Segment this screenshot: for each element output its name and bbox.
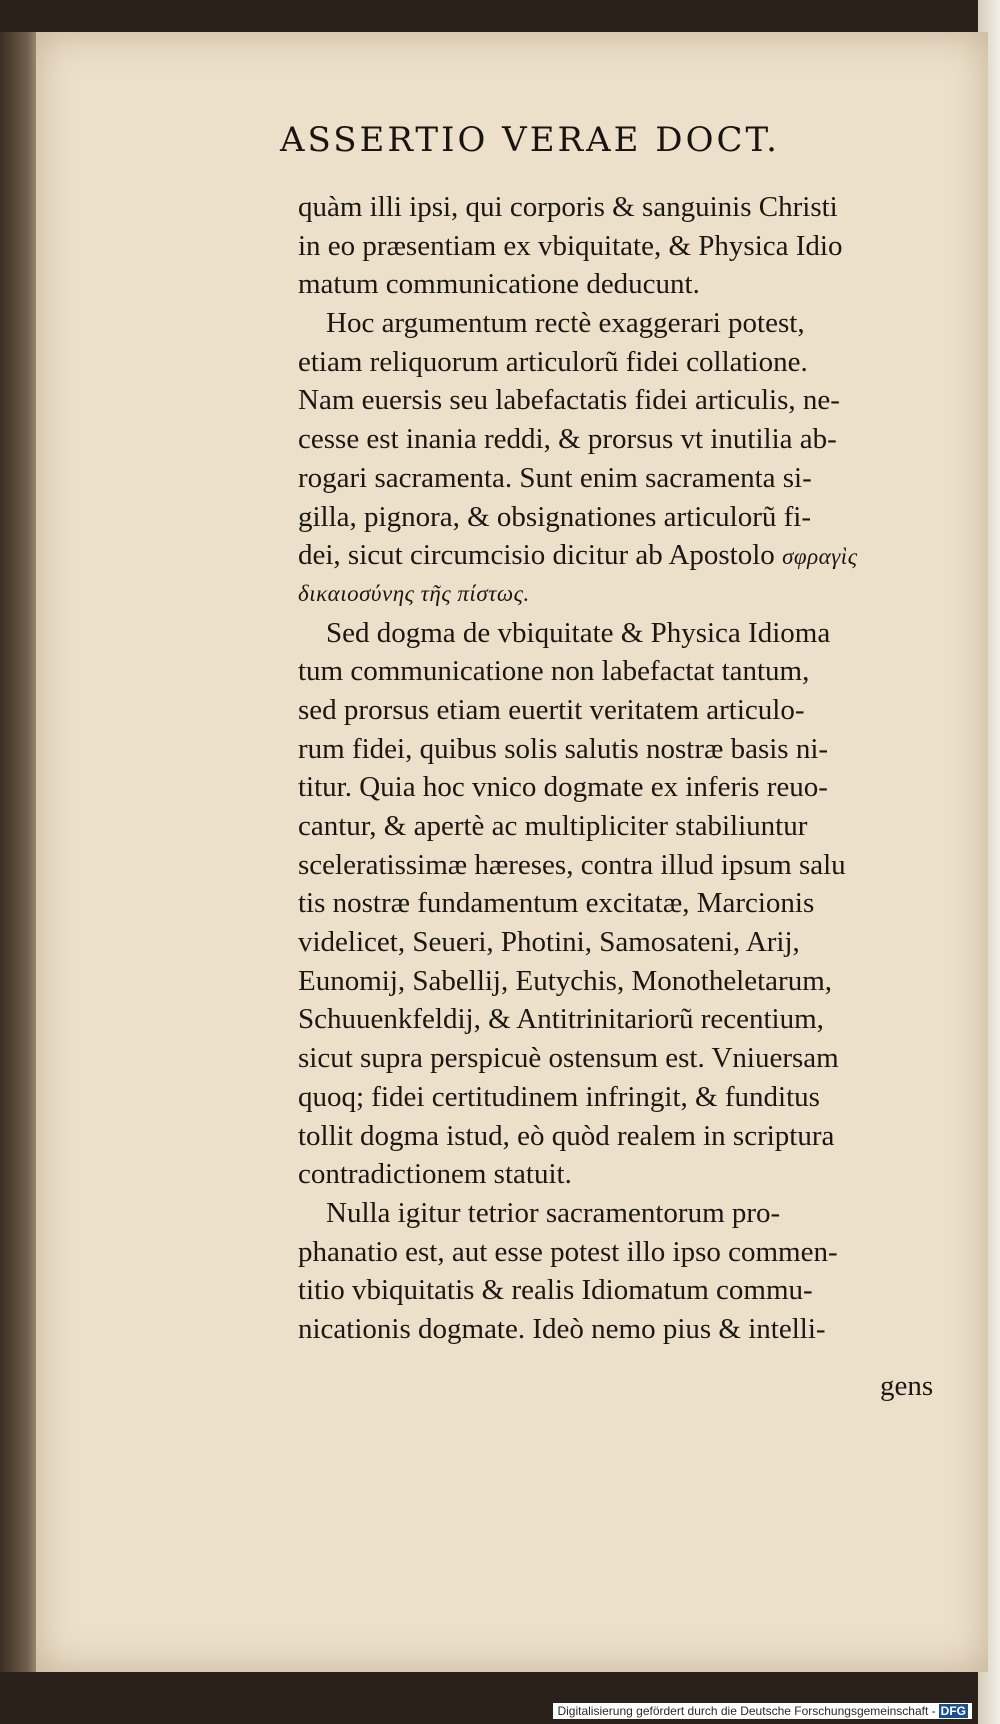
text-line: sceleratissimæ hæreses, contra illud ipsum salu [298, 848, 846, 881]
credit-text: Digitalisierung gefördert durch die Deutsche Forschungsgemeinschaft - [557, 1704, 936, 1718]
text-line: Nulla igitur tetrior sacramentorum pro- [326, 1196, 781, 1229]
text-line: in eo præsentiam ex vbiquitate, & Physica Idio [298, 229, 843, 262]
text-line: Sed dogma de vbiquitate & Physica Idioma [326, 616, 831, 649]
text-line: Schuuenkfeldij, & Antitrinitariorũ recentium, [298, 1003, 824, 1036]
text-line: rogari sacramenta. Sunt enim sacramenta si- [298, 461, 812, 494]
running-title: ASSERTIO VERAE DOCT. [280, 120, 780, 160]
text-line [298, 536, 973, 575]
text-line: Hoc argumentum rectè exaggerari potest, [326, 307, 805, 340]
greek-line: δικαιοσύνης τῆς πίστως. [298, 580, 530, 606]
text-line: cantur, & apertè ac multipliciter stabiliuntur [298, 810, 808, 842]
text-line: contradictionem statuit. [298, 1158, 572, 1191]
text-line: cesse est inania reddi, & prorsus vt inutilia ab- [298, 423, 837, 456]
text-line: phanatio est, aut esse potest illo ipso commen- [298, 1235, 838, 1268]
dfg-logo: DFG [940, 1704, 966, 1718]
text-line: videlicet, Seueri, Photini, Samosateni, Arij, [298, 926, 800, 959]
text-line: quàm illi ipsi, qui corporis & sanguinis Christi [298, 191, 838, 223]
greek-word: σφραγὶς [782, 544, 858, 570]
text-line: gilla, pignora, & obsignationes articulorũ fi- [298, 500, 812, 533]
digitization-credit [553, 1703, 972, 1719]
catchword: gens [880, 1370, 934, 1402]
text-line: sicut supra perspicuè ostensum est. Vniuersam [298, 1042, 839, 1075]
text-line: rum fidei, quibus solis salutis nostræ basis ni- [298, 732, 829, 765]
body-text [298, 188, 973, 1349]
text-line: etiam reliquorum articulorũ fidei collatione. [298, 345, 808, 378]
text-line: Eunomij, Sabellij, Eutychis, Monotheletarum, [298, 964, 833, 997]
text-line: titur. Quia hoc vnico dogmate ex inferis reuo- [298, 771, 828, 804]
text-line: tis nostræ fundamentum excitatæ, Marcionis [298, 887, 815, 920]
text-line-part: dei, sicut circumcisio dicitur ab Apostolo [298, 539, 775, 572]
text-line: Nam euersis seu labefactatis fidei articulis, ne- [298, 384, 840, 417]
text-line: tollit dogma istud, eò quòd realem in scriptura [298, 1119, 835, 1152]
text-line: quoq; fidei certitudinem infringit, & funditus [298, 1080, 820, 1113]
text-line: matum communicatione deducunt. [298, 268, 700, 301]
text-line: tum communicatione non labefactat tantum, [298, 655, 810, 688]
text-line: titio vbiquitatis & realis Idiomatum commu- [298, 1274, 813, 1307]
text-line: sed prorsus etiam euertit veritatem articulo- [298, 693, 805, 726]
text-line: nicationis dogmate. Ideò nemo pius & intelli- [298, 1312, 826, 1345]
